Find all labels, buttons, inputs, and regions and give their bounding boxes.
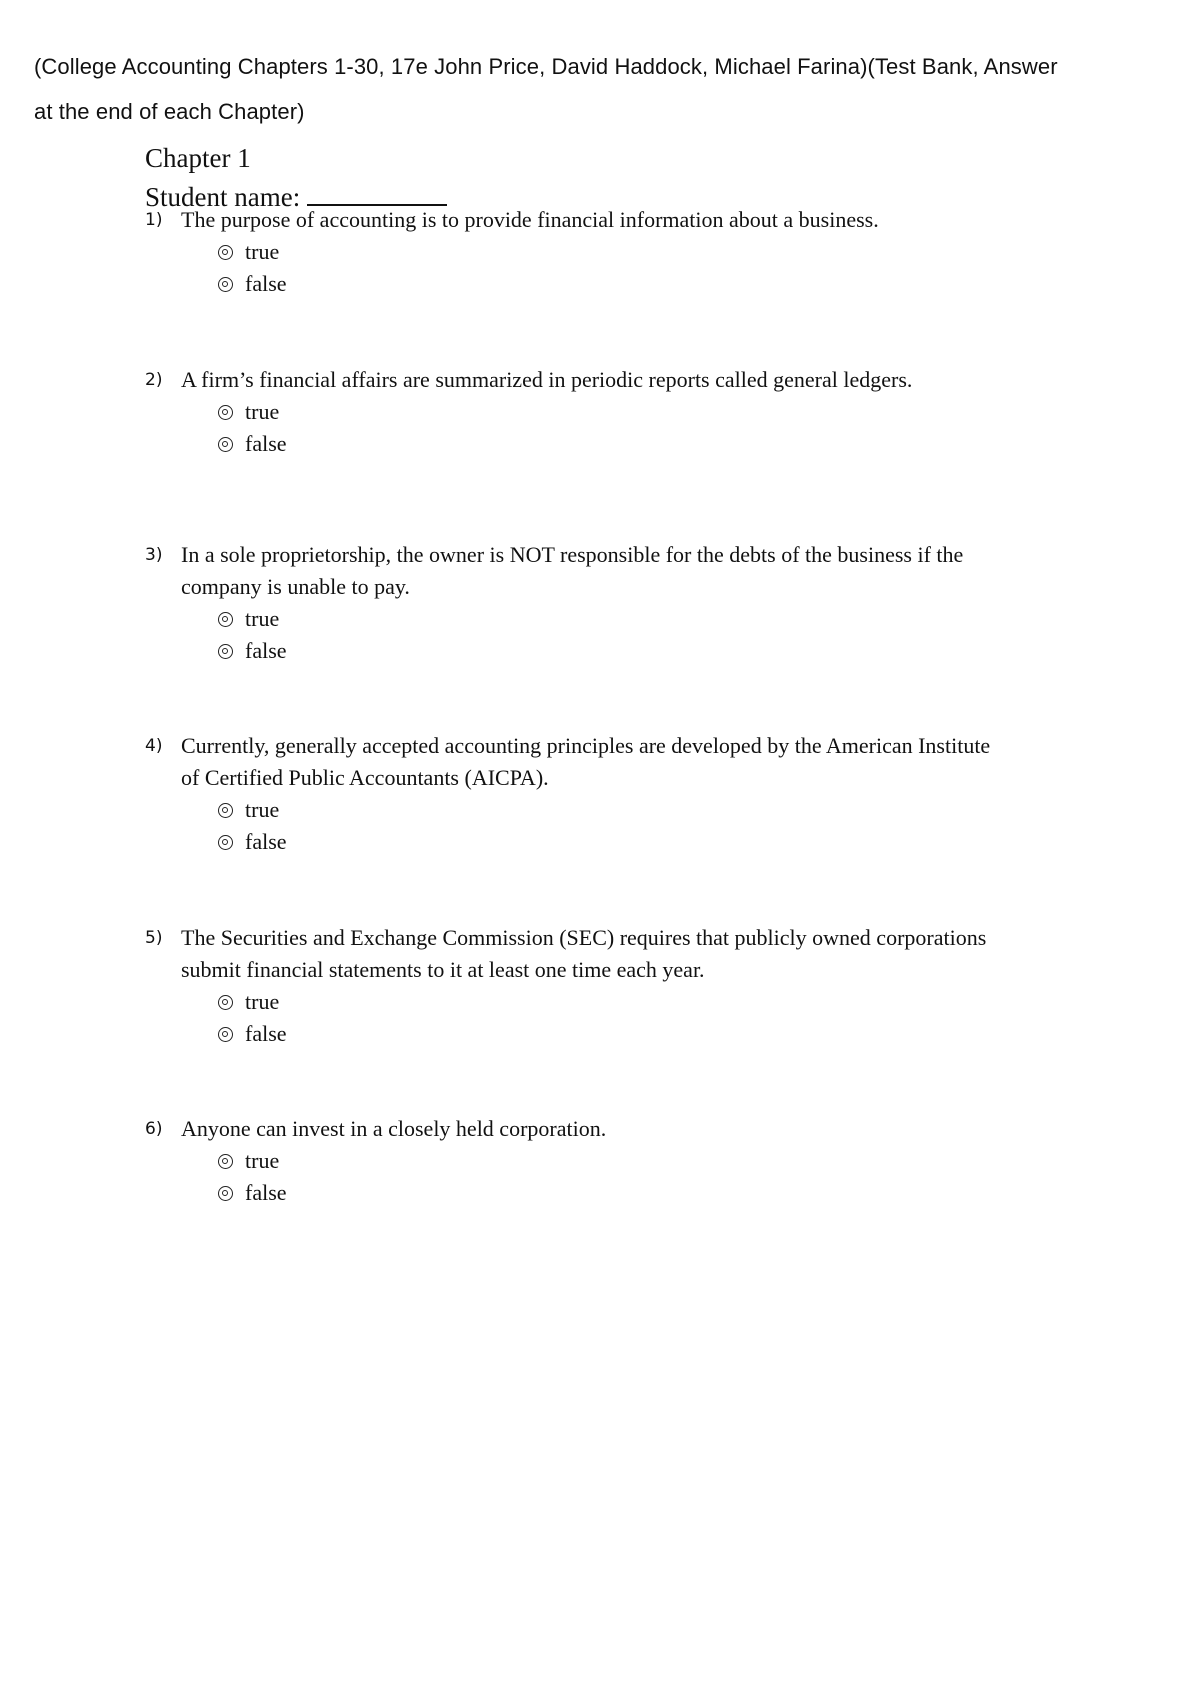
radio-button-icon[interactable] bbox=[218, 1186, 233, 1201]
question-text bbox=[181, 1113, 1065, 1145]
radio-button-icon[interactable] bbox=[218, 995, 233, 1010]
option-false[interactable] bbox=[218, 428, 1065, 460]
option-label: true bbox=[245, 989, 280, 1014]
answer-options bbox=[218, 603, 1065, 667]
student-name-blank bbox=[307, 180, 447, 206]
option-label: false bbox=[245, 638, 287, 663]
question-text-line: The purpose of accounting is to provide financial information about a business. bbox=[181, 207, 879, 232]
question-text-line: Anyone can invest in a closely held corporation. bbox=[181, 1116, 607, 1141]
question-row bbox=[145, 539, 1065, 603]
option-label: true bbox=[245, 797, 280, 822]
answer-options bbox=[218, 396, 1065, 460]
question-row bbox=[145, 730, 1065, 794]
header-line-1: (College Accounting Chapters 1-30, 17e John Price, David Haddock, Michael Farina)(Test Bank, Answer bbox=[34, 54, 1058, 79]
radio-button-icon[interactable] bbox=[218, 835, 233, 850]
question-2 bbox=[145, 364, 1065, 460]
radio-button-icon[interactable] bbox=[218, 437, 233, 452]
question-4 bbox=[145, 730, 1065, 858]
question-text bbox=[181, 922, 1065, 986]
option-true[interactable] bbox=[218, 794, 1065, 826]
answer-options bbox=[218, 794, 1065, 858]
question-text bbox=[181, 539, 1065, 603]
question-1 bbox=[145, 204, 1065, 300]
question-number: 5) bbox=[145, 928, 163, 948]
option-label: true bbox=[245, 239, 280, 264]
option-label: true bbox=[245, 606, 280, 631]
option-true[interactable] bbox=[218, 236, 1065, 268]
radio-button-icon[interactable] bbox=[218, 245, 233, 260]
option-true[interactable] bbox=[218, 986, 1065, 1018]
question-number: 4) bbox=[145, 736, 163, 756]
question-text-line: submit financial statements to it at least one time each year. bbox=[181, 957, 705, 982]
option-true[interactable] bbox=[218, 1145, 1065, 1177]
radio-button-icon[interactable] bbox=[218, 644, 233, 659]
question-text-line: company is unable to pay. bbox=[181, 574, 410, 599]
option-label: false bbox=[245, 271, 287, 296]
question-text bbox=[181, 364, 1065, 396]
option-label: true bbox=[245, 399, 280, 424]
question-text-line: The Securities and Exchange Commission (SEC) requires that publicly owned corporations bbox=[181, 925, 987, 950]
question-row bbox=[145, 922, 1065, 986]
question-6 bbox=[145, 1113, 1065, 1209]
question-text-line: A firm’s financial affairs are summarized in periodic reports called general ledgers. bbox=[181, 367, 913, 392]
radio-button-icon[interactable] bbox=[218, 1027, 233, 1042]
question-text-line: In a sole proprietorship, the owner is NOT responsible for the debts of the business if the bbox=[181, 542, 964, 567]
option-true[interactable] bbox=[218, 396, 1065, 428]
option-false[interactable] bbox=[218, 826, 1065, 858]
radio-button-icon[interactable] bbox=[218, 612, 233, 627]
question-number: 1) bbox=[145, 210, 163, 230]
option-true[interactable] bbox=[218, 603, 1065, 635]
option-false[interactable] bbox=[218, 268, 1065, 300]
option-false[interactable] bbox=[218, 1177, 1065, 1209]
radio-button-icon[interactable] bbox=[218, 405, 233, 420]
question-text bbox=[181, 204, 1065, 236]
option-false[interactable] bbox=[218, 1018, 1065, 1050]
answer-options bbox=[218, 236, 1065, 300]
question-text-line: Currently, generally accepted accounting principles are developed by the American Institute bbox=[181, 733, 991, 758]
question-3 bbox=[145, 539, 1065, 667]
question-row bbox=[145, 364, 1065, 396]
question-row bbox=[145, 1113, 1065, 1145]
radio-button-icon[interactable] bbox=[218, 803, 233, 818]
answer-options bbox=[218, 986, 1065, 1050]
chapter-title: Chapter 1 bbox=[145, 143, 251, 173]
option-label: true bbox=[245, 1148, 280, 1173]
student-name-label: Student name: bbox=[145, 182, 301, 212]
question-text bbox=[181, 730, 1065, 794]
document-header bbox=[34, 44, 1159, 134]
question-number: 3) bbox=[145, 545, 163, 565]
option-label: false bbox=[245, 431, 287, 456]
answer-options bbox=[218, 1145, 1065, 1209]
option-label: false bbox=[245, 829, 287, 854]
question-row bbox=[145, 204, 1065, 236]
option-label: false bbox=[245, 1021, 287, 1046]
radio-button-icon[interactable] bbox=[218, 277, 233, 292]
question-text-line: of Certified Public Accountants (AICPA). bbox=[181, 765, 549, 790]
header-line-2: at the end of each Chapter) bbox=[34, 99, 305, 124]
option-false[interactable] bbox=[218, 635, 1065, 667]
radio-button-icon[interactable] bbox=[218, 1154, 233, 1169]
question-5 bbox=[145, 922, 1065, 1050]
question-number: 6) bbox=[145, 1119, 163, 1139]
question-number: 2) bbox=[145, 370, 163, 390]
option-label: false bbox=[245, 1180, 287, 1205]
